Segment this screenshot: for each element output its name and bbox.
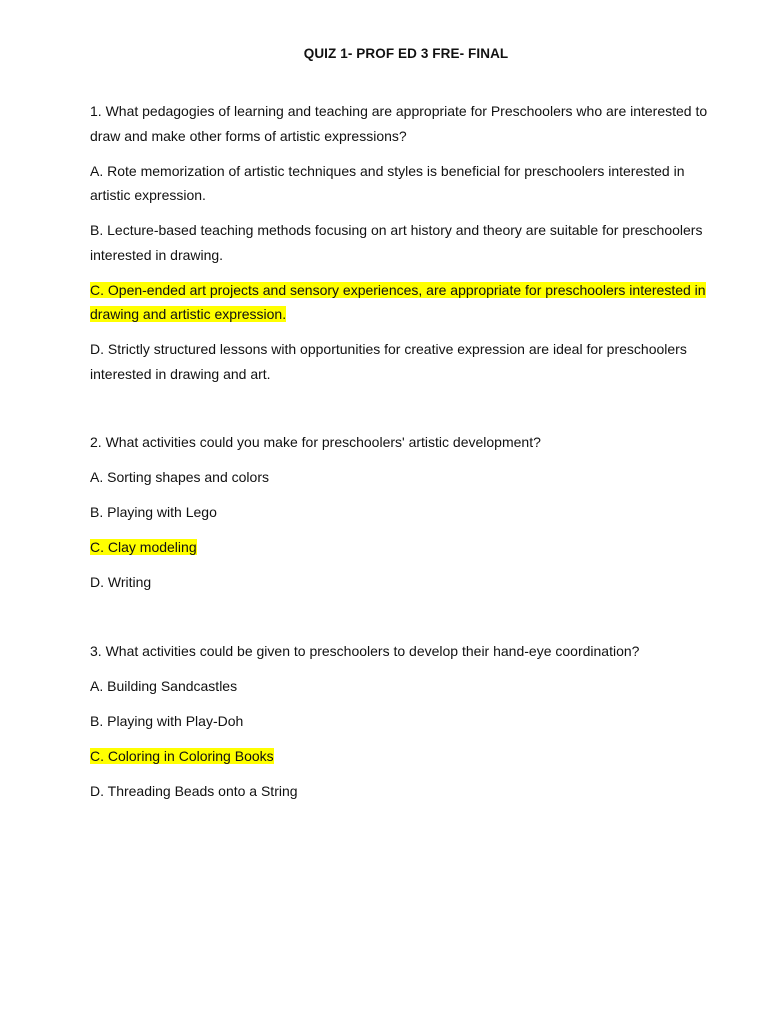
question-text: 1. What pedagogies of learning and teaching are appropriate for Preschoolers who are interested to draw and make other forms of artistic expressions? [90, 103, 708, 144]
question-text: 3. What activities could be given to preschoolers to develop their hand-eye coordination? [90, 643, 640, 659]
highlighted-answer: C. Clay modeling [90, 539, 197, 555]
answer-option-b: B. Lecture-based teaching methods focusing on art history and theory are suitable for preschoolers interested in drawing. [90, 222, 703, 263]
answer-option-c-highlighted [90, 535, 724, 560]
highlighted-answer: C. Coloring in Coloring Books [90, 748, 274, 764]
answer-option-d: D. Writing [90, 574, 152, 590]
answer-option-b: B. Playing with Lego [90, 504, 217, 520]
question-2 [90, 430, 724, 605]
answer-option-d: D. Strictly structured lessons with opportunities for creative expression are ideal for preschoolers interested in drawing and art. [90, 341, 687, 382]
answer-option-a: A. Building Sandcastles [90, 678, 238, 694]
answer-option-a: A. Sorting shapes and colors [90, 469, 269, 485]
answer-option-c-highlighted [90, 744, 724, 769]
answer-option-b: B. Playing with Play-Doh [90, 713, 244, 729]
question-3 [90, 639, 724, 814]
question-1 [90, 99, 724, 397]
question-text: 2. What activities could you make for preschoolers' artistic development? [90, 434, 541, 450]
answer-option-c-highlighted [90, 278, 724, 327]
quiz-title: QUIZ 1- PROF ED 3 FRE- FINAL [303, 46, 509, 61]
answer-option-d: D. Threading Beads onto a String [90, 783, 298, 799]
highlighted-answer: C. Open-ended art projects and sensory experiences, are appropriate for preschoolers interested in drawing and artistic expression. [90, 281, 706, 322]
answer-option-a: A. Rote memorization of artistic techniques and styles is beneficial for preschoolers interested in artistic expression. [90, 162, 685, 203]
